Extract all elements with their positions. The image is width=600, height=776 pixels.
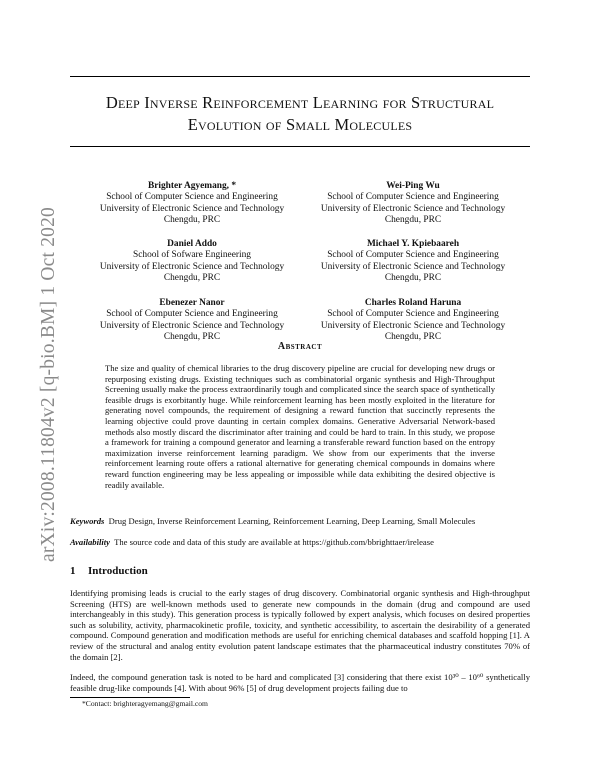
keywords-line xyxy=(70,516,540,527)
author-city: Chengdu, PRC xyxy=(384,273,442,284)
author-name: Michael Y. Kpiebaareh xyxy=(366,239,460,249)
author-dept: School of Computer Science and Engineering xyxy=(106,309,278,320)
title-top-rule xyxy=(70,76,530,77)
title-line-2: Evolution of Small Molecules xyxy=(187,115,413,134)
arxiv-watermark xyxy=(6,182,59,562)
author-dept: School of Computer Science and Engineering xyxy=(327,192,499,203)
author-city: Chengdu, PRC xyxy=(384,332,442,343)
footnote-rule xyxy=(70,697,190,698)
author-name: Daniel Addo xyxy=(167,239,217,249)
author-univ: University of Electronic Science and Technology xyxy=(99,203,285,214)
author-block xyxy=(77,298,307,344)
author-block xyxy=(77,239,307,285)
author-city: Chengdu, PRC xyxy=(163,332,221,343)
section-heading xyxy=(70,565,148,577)
abstract-heading: Abstract xyxy=(277,341,323,352)
author-name: Ebenezer Nanor xyxy=(159,298,225,308)
author-name: Charles Roland Haruna xyxy=(364,298,462,308)
section-number: 1 xyxy=(70,565,76,577)
footnote: *Contact: brighteragyemang@gmail.com xyxy=(82,699,208,708)
author-dept: School of Computer Science and Engineering xyxy=(327,309,499,320)
author-dept: School of Computer Science and Engineering xyxy=(327,250,499,261)
author-block xyxy=(298,239,528,285)
availability-label: Availability xyxy=(70,537,110,547)
author-block xyxy=(77,181,307,227)
author-name: Brighter Agyemang, * xyxy=(147,181,237,191)
author-city: Chengdu, PRC xyxy=(163,215,221,226)
author-name: Wei-Ping Wu xyxy=(386,181,440,191)
paper-title xyxy=(60,92,540,136)
availability-line xyxy=(70,537,540,548)
author-univ: University of Electronic Science and Technology xyxy=(320,203,506,214)
keywords-text: Drug Design, Inverse Reinforcement Learning, Reinforcement Learning, Deep Learning, Small Molecules xyxy=(108,516,476,526)
author-city: Chengdu, PRC xyxy=(163,273,221,284)
title-line-1: Deep Inverse Reinforcement Learning for Structural xyxy=(105,93,495,112)
abstract-body: The size and quality of chemical libraries to the drug discovery pipeline are crucial for developing new drugs or repurposing existing drugs. Existing techniques such as combinatorial organic synthesis and High-Throughput Screening usually make the process extraordinarily tough and complicated since the search space of synthetically feasible drugs is exorbitantly huge. While reinforcement learning has been mostly exploited in the literature for generating novel compounds, the requirement of designing a reward function that succinctly represents the learning objective could prove daunting in certain complex domains. Generative Adversarial Network-based methods also mostly discard the discriminator after training and could be hard to train. In this study, we propose a framework for training a compound generator and learning a transferable reward function based on the entropy maximization inverse reinforcement learning paradigm. We show from our experiments that the inverse reinforcement learning route offers a rational alternative for generating chemical compounds in domains where reward function engineering may be less appealing or impossible while data exhibiting the desired objective is readily available. xyxy=(105,363,495,490)
availability-text: The source code and data of this study are available at https://github.com/bbrighttaer/irelease xyxy=(114,537,434,547)
arxiv-id: arXiv:2008.11804v2 [q-bio.BM] 1 Oct 2020 xyxy=(38,207,59,562)
author-dept: School of Computer Science and Engineering xyxy=(106,192,278,203)
title-bottom-rule xyxy=(70,146,530,147)
intro-paragraph-1: Identifying promising leads is crucial to the early stages of drug discovery. Combinatorial organic synthesis and High-throughput Screening (HTS) are well-known methods used to generate new compounds in the domain (drug and compound are used interchangeably in this study). This generation process is typically followed by expert analysis, which focuses on desired properties such as solubility, activity, pharmacokinetic profile, toxicity, and synthetic accessibility, to ascertain the desirability of a generated compound. Compound generation and modification methods are useful for enriching chemical databases and scaffold hopping [1]. A review of the structural and analog entity evolution patent landscape estimates that the pharmaceutical industry constitutes 70% of the domain [2]. xyxy=(70,588,530,662)
author-univ: University of Electronic Science and Technology xyxy=(320,320,506,331)
author-dept: School of Sofware Engineering xyxy=(133,250,251,261)
keywords-label: Keywords xyxy=(70,516,105,526)
author-univ: University of Electronic Science and Technology xyxy=(99,261,285,272)
author-block xyxy=(298,298,528,344)
intro-paragraph-2: Indeed, the compound generation task is noted to be hard and complicated [3] considering that there exist 10³⁰ – 10⁶⁰ synthetically feasible drug-like compounds [4]. With about 96% [5] of drug development projects failing due to xyxy=(70,672,530,693)
author-city: Chengdu, PRC xyxy=(384,215,442,226)
author-block xyxy=(298,181,528,227)
author-univ: University of Electronic Science and Technology xyxy=(99,320,285,331)
author-univ: University of Electronic Science and Technology xyxy=(320,261,506,272)
section-title: Introduction xyxy=(88,565,148,577)
